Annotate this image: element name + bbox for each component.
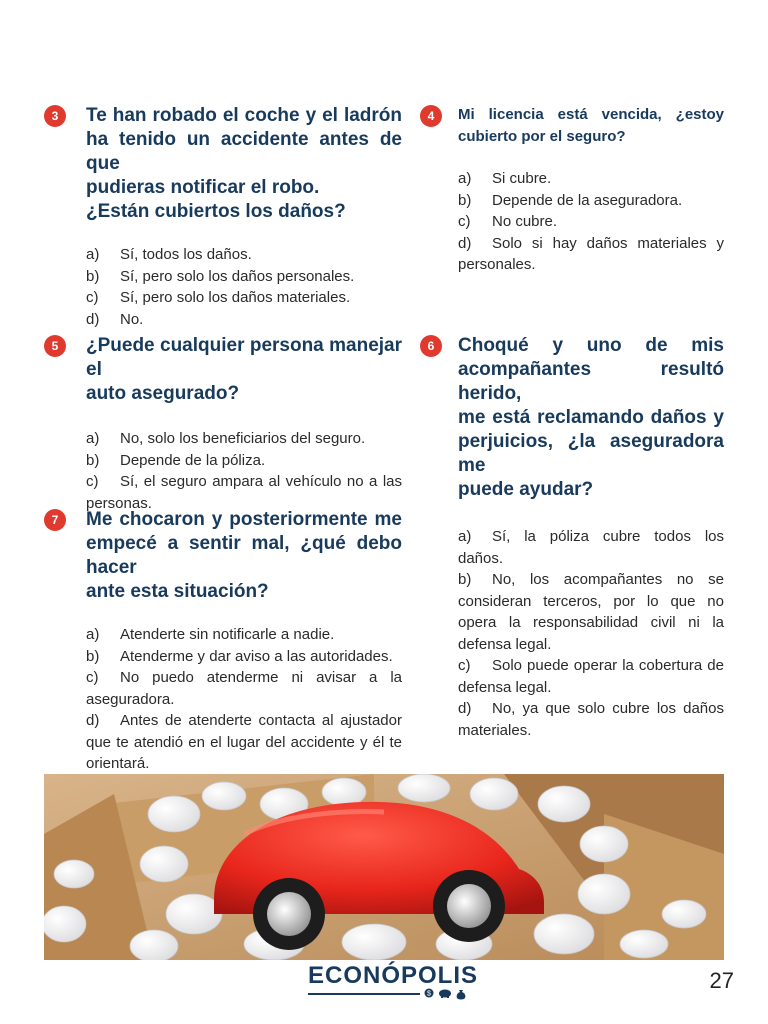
option-a: a) Atenderte sin notificarle a nadie.: [86, 626, 335, 643]
option-d: d) Solo si hay daños materiales y personales.: [458, 234, 724, 273]
option-b: b) No, los acompañantes no se consideran terceros, por lo que no opera la responsabilidad civil ni la defensa legal.: [458, 571, 724, 653]
option-c: c) No puedo atenderme ni avisar a la aseguradora.: [86, 669, 402, 708]
option-d: d) No, ya que solo cubre los daños materiales.: [458, 700, 724, 739]
piggy-bank-icon: [438, 988, 452, 998]
question-number-badge: 7: [44, 509, 66, 531]
question-number-badge: 4: [420, 105, 442, 127]
econopolis-logo: [308, 961, 479, 1003]
page-number: 27: [709, 968, 734, 993]
options-list: [86, 624, 402, 775]
money-bag-icon: [456, 988, 466, 1000]
question-3: [51, 104, 402, 330]
question-6: [427, 334, 724, 741]
question-title: Choqué y uno de mis acompañantes resultó herido, me está reclamando daños y perjuicios, ¿la aseguradora me puede ayudar?: [458, 335, 724, 500]
options-list: [458, 168, 724, 276]
question-5: [51, 334, 402, 514]
logo-text: ECONÓPOLIS: [308, 962, 479, 989]
toy-car-in-box-photo: [44, 774, 724, 960]
question-number-badge: 3: [44, 105, 66, 127]
question-4: [427, 104, 724, 276]
option-b: b) Depende de la aseguradora.: [458, 191, 683, 209]
option-c: c) No cubre.: [458, 213, 558, 230]
question-7: [51, 508, 402, 775]
option-d: d) No.: [86, 310, 144, 328]
options-list: [458, 526, 724, 741]
question-title: Me chocaron y posteriormente me empecé a sentir mal, ¿qué debo hacer ante esta situación?: [86, 509, 402, 602]
option-b: b) Sí, pero solo los daños personales.: [86, 267, 355, 285]
svg-text:$: $: [427, 990, 431, 998]
option-a: a) No, solo los beneficiarios del seguro.: [86, 430, 366, 447]
logo-underline: [308, 993, 420, 995]
options-list: [86, 244, 402, 330]
coin-icon: [424, 988, 434, 998]
option-a: a) Sí, la póliza cubre todos los daños.: [458, 528, 724, 567]
option-c: c) Solo puede operar la cobertura de defensa legal.: [458, 657, 724, 696]
question-title: Te han robado el coche y el ladrón ha tenido un accidente antes de que pudieras notificar el robo. ¿Están cubiertos los daños?: [86, 105, 402, 222]
question-title: ¿Puede cualquier persona manejar el auto asegurado?: [86, 335, 402, 404]
logo-icons: [424, 988, 466, 1000]
option-b: b) Atenderme y dar aviso a las autoridades.: [86, 647, 393, 665]
option-c: c) Sí, pero solo los daños materiales.: [86, 289, 351, 306]
options-list: [86, 428, 402, 514]
question-number-badge: 5: [44, 335, 66, 357]
option-a: a) Sí, todos los daños.: [86, 246, 252, 263]
option-c: c) Sí, el seguro ampara al vehículo no a las personas.: [86, 473, 402, 512]
option-b: b) Depende de la póliza.: [86, 451, 266, 469]
question-number-badge: 6: [420, 335, 442, 357]
option-d: d) Antes de atenderte contacta al ajustador que te atendió en el lugar del accidente y él te orientará.: [86, 712, 402, 772]
question-title: Mi licencia está vencida, ¿estoy cubierto por el seguro?: [458, 106, 724, 145]
option-a: a) Si cubre.: [458, 170, 552, 187]
